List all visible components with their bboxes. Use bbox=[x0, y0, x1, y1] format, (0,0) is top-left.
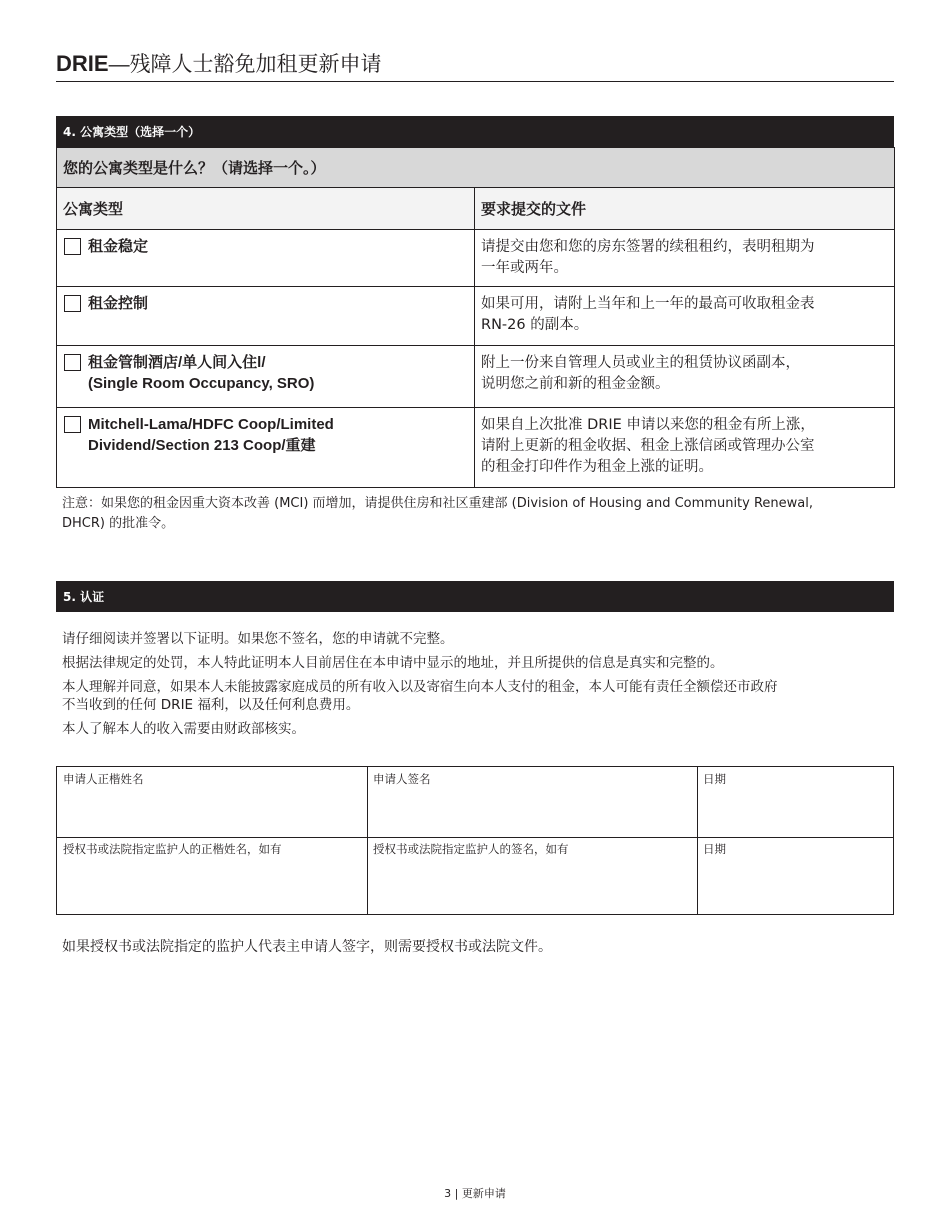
column-header-documents: 要求提交的文件 bbox=[475, 188, 895, 230]
cert-paragraph: 根据法律规定的处罚，本人特此证明本人目前居住在本申请中显示的地址，并且所提供的信息是真实和完整的。 bbox=[62, 655, 724, 671]
option-label-line: 租金管制酒店/单人间入住l/ bbox=[88, 354, 266, 371]
poa-note: 如果授权书或法院指定的监护人代表主申请人签字，则需要授权书或法院文件。 bbox=[62, 939, 552, 955]
required-docs-rent-regulated-hotel bbox=[475, 346, 895, 408]
field-label: 申请人正楷姓名 bbox=[63, 772, 144, 786]
field-label: 日期 bbox=[703, 772, 726, 786]
option-label-line: Mitchell-Lama/HDFC Coop/Limited bbox=[88, 416, 334, 433]
note-line: DHCR) 的批准令。 bbox=[62, 516, 175, 531]
option-mitchell-lama bbox=[57, 408, 475, 488]
cert-paragraph: 本人理解并同意，如果本人未能披露家庭成员的所有收入以及寄宿生向本人支付的租金，本人可能有责任全额偿还市政府 bbox=[62, 679, 778, 695]
required-docs-rent-controlled bbox=[475, 287, 895, 346]
section-certification bbox=[56, 581, 894, 612]
field-label: 申请人签名 bbox=[373, 772, 431, 786]
doc-line: 请提交由您和您的房东签署的续租租约，表明租期为 bbox=[481, 239, 815, 255]
required-docs-rent-stabilized bbox=[475, 230, 895, 287]
doc-line: 一年或两年。 bbox=[481, 260, 568, 276]
page-title bbox=[56, 50, 382, 79]
cert-paragraph: 本人了解本人的收入需要由财政部核实。 bbox=[62, 721, 305, 737]
title-divider bbox=[56, 81, 894, 82]
table-row bbox=[57, 408, 895, 488]
applicant-name-field[interactable] bbox=[57, 767, 368, 838]
page-footer: 3 | 更新申请 bbox=[444, 1187, 506, 1200]
section-4-heading: 4. 公寓类型（选择一个） bbox=[56, 116, 894, 147]
option-label-line: Dividend/Section 213 Coop/重建 bbox=[88, 437, 316, 454]
option-rent-stabilized bbox=[57, 230, 475, 287]
guardian-name-field[interactable] bbox=[57, 837, 368, 914]
required-docs-mitchell-lama bbox=[475, 408, 895, 488]
title-dash: — bbox=[108, 53, 130, 76]
mci-note bbox=[62, 494, 896, 534]
table-row bbox=[57, 287, 895, 346]
field-label: 授权书或法院指定监护人的签名，如有 bbox=[373, 842, 569, 856]
doc-line: 附上一份来自管理人员或业主的租赁协议函副本， bbox=[481, 355, 800, 371]
section-apartment-type bbox=[56, 116, 894, 488]
applicant-signature-field[interactable] bbox=[367, 767, 698, 838]
rent-stabilized-checkbox[interactable] bbox=[64, 238, 81, 255]
table-row bbox=[57, 230, 895, 287]
doc-line: 的租金打印件作为租金上涨的证明。 bbox=[481, 459, 713, 475]
brand-label: DRIE bbox=[56, 51, 109, 76]
option-rent-controlled bbox=[57, 287, 475, 346]
doc-line: 如果自上次批准 DRIE 申请以来您的租金有所上涨， bbox=[481, 417, 815, 433]
section-5-heading: 5. 认证 bbox=[56, 581, 894, 612]
apartment-type-table bbox=[56, 147, 895, 488]
doc-line: RN-26 的副本。 bbox=[481, 317, 589, 333]
cert-paragraph: 不当收到的任何 DRIE 福利，以及任何利息费用。 bbox=[62, 697, 360, 713]
applicant-date-field[interactable] bbox=[697, 767, 894, 838]
rent-regulated-hotel-checkbox[interactable] bbox=[64, 354, 81, 371]
guardian-signature-field[interactable] bbox=[367, 837, 698, 914]
option-label-line: 租金稳定 bbox=[88, 238, 149, 255]
option-label-line: (Single Room Occupancy, SRO) bbox=[88, 375, 315, 392]
rent-controlled-checkbox[interactable] bbox=[64, 295, 81, 312]
table-row bbox=[57, 346, 895, 408]
apartment-type-question: 您的公寓类型是什么？（请选择一个。） bbox=[57, 148, 895, 188]
signature-grid bbox=[56, 766, 894, 915]
option-rent-regulated-hotel bbox=[57, 346, 475, 408]
field-label: 日期 bbox=[703, 842, 726, 856]
doc-line: 说明您之前和新的租金金额。 bbox=[481, 376, 670, 392]
mitchell-lama-checkbox[interactable] bbox=[64, 416, 81, 433]
guardian-date-field[interactable] bbox=[697, 837, 894, 914]
cert-paragraph: 请仔细阅读并签署以下证明。如果您不签名，您的申请就不完整。 bbox=[62, 631, 454, 647]
title-text: 残障人士豁免加租更新申请 bbox=[129, 52, 382, 76]
field-label: 授权书或法院指定监护人的正楷姓名，如有 bbox=[63, 842, 282, 856]
option-label-line: 租金控制 bbox=[88, 295, 149, 312]
note-line: 注意：如果您的租金因重大资本改善 (MCI) 而增加，请提供住房和社区重建部 (Division of Housing and Community Renewal, bbox=[62, 496, 814, 511]
doc-line: 请附上更新的租金收据、租金上涨信函或管理办公室 bbox=[481, 438, 815, 454]
column-header-type: 公寓类型 bbox=[57, 188, 475, 230]
doc-line: 如果可用，请附上当年和上一年的最高可收取租金表 bbox=[481, 296, 815, 312]
